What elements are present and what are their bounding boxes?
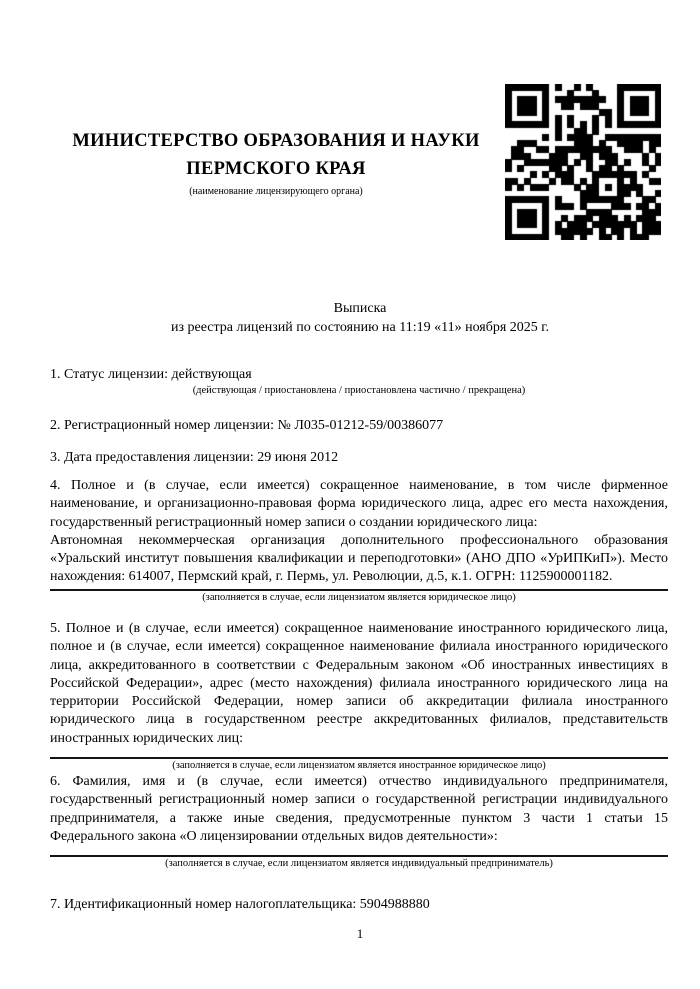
entrepreneur-note: (заполняется в случае, если лицензиатом является индивидуальный предприниматель) [165, 858, 553, 870]
legal-entity-note: (заполняется в случае, если лицензиатом является юридическое лицо) [202, 591, 516, 603]
foreign-entity-note: (заполняется в случае, если лицензиатом является иностранное юридическое лицо) [172, 760, 546, 772]
section-legal-entity [50, 477, 668, 604]
section-license-status [50, 366, 668, 397]
page-number: 1 [356, 926, 364, 941]
document-title [50, 299, 670, 337]
legal-entity-label: 4. Полное и (в случае, если имеется) сокращенное наименование, в том числе фирменное наименование, и организационно-правовая форма юридического лица, адрес его места нахождения, государственный регистрационный номер записи о создании юридического лица: [50, 478, 668, 530]
legal-entity-value: Автономная некоммерческая организация дополнительного профессионального образования «Уральский институт повышения квалификации и переподготовки» (АНО ДПО «УрИПКиП»). Место нахождения: 614007, Пермский край, г. Пермь, ул. Революции, д.5, к.1. ОГРН: 1125900001182. [50, 532, 668, 585]
section-foreign-entity [50, 620, 668, 772]
taxpayer-id-text: 7. Идентификационный номер налогоплательщика: 5904988880 [50, 897, 430, 912]
qr-code-icon [505, 84, 661, 240]
section-license-date [50, 449, 668, 467]
entrepreneur-label: 6. Фамилия, имя и (в случае, если имеется) отчество индивидуального предпринимателя, государственный регистрационный номер записи о государственной регистрации индивидуального предпринимателя, а также иные сведения, предусмотренные пунктом 3 части 1 статьи 15 Федерального закона «О лицензировании отдельных видов деятельности»: [50, 774, 668, 844]
ministry-name-line1: МИНИСТЕРСТВО ОБРАЗОВАНИЯ И НАУКИ [72, 131, 480, 151]
section-registration-number [50, 417, 668, 435]
foreign-entity-label: 5. Полное и (в случае, если имеется) сокращенное наименование иностранного юридического лица, полное и (в случае, если имеется) сокращенное наименование филиала иностранного юридического лица, аккредитованного в соответствии с Федеральным законом «Об иностранных инвестициях в Российской Федерации», адрес (место нахождения) филиала иностранного юридического лица на территории Российской Федерации, номер записи об аккредитации филиала иностранного юридического лица в государственном реестре аккредитованных филиалов, представительств иностранных юридических лиц: [50, 621, 668, 746]
qr-code-canvas [505, 84, 661, 240]
section-individual-entrepreneur [50, 773, 668, 870]
license-date-text: 3. Дата предоставления лицензии: 29 июня 2012 [50, 450, 339, 465]
section-taxpayer-id [50, 896, 668, 914]
registration-number-text: 2. Регистрационный номер лицензии: № Л035-01212-59/00386077 [50, 418, 444, 433]
title-line2: из реестра лицензий по состоянию на 11:19 «11» ноября 2025 г. [171, 320, 549, 335]
license-status-note: (действующая / приостановлена / приостановлена частично / прекращена) [192, 385, 526, 397]
license-status-text: 1. Статус лицензии: действующая [50, 367, 252, 382]
authority-caption: (наименование лицензирующего органа) [189, 186, 363, 197]
ministry-name-line2: ПЕРМСКОГО КРАЯ [186, 158, 366, 179]
title-line1: Выписка [333, 301, 387, 316]
licensing-authority-header [64, 128, 488, 198]
